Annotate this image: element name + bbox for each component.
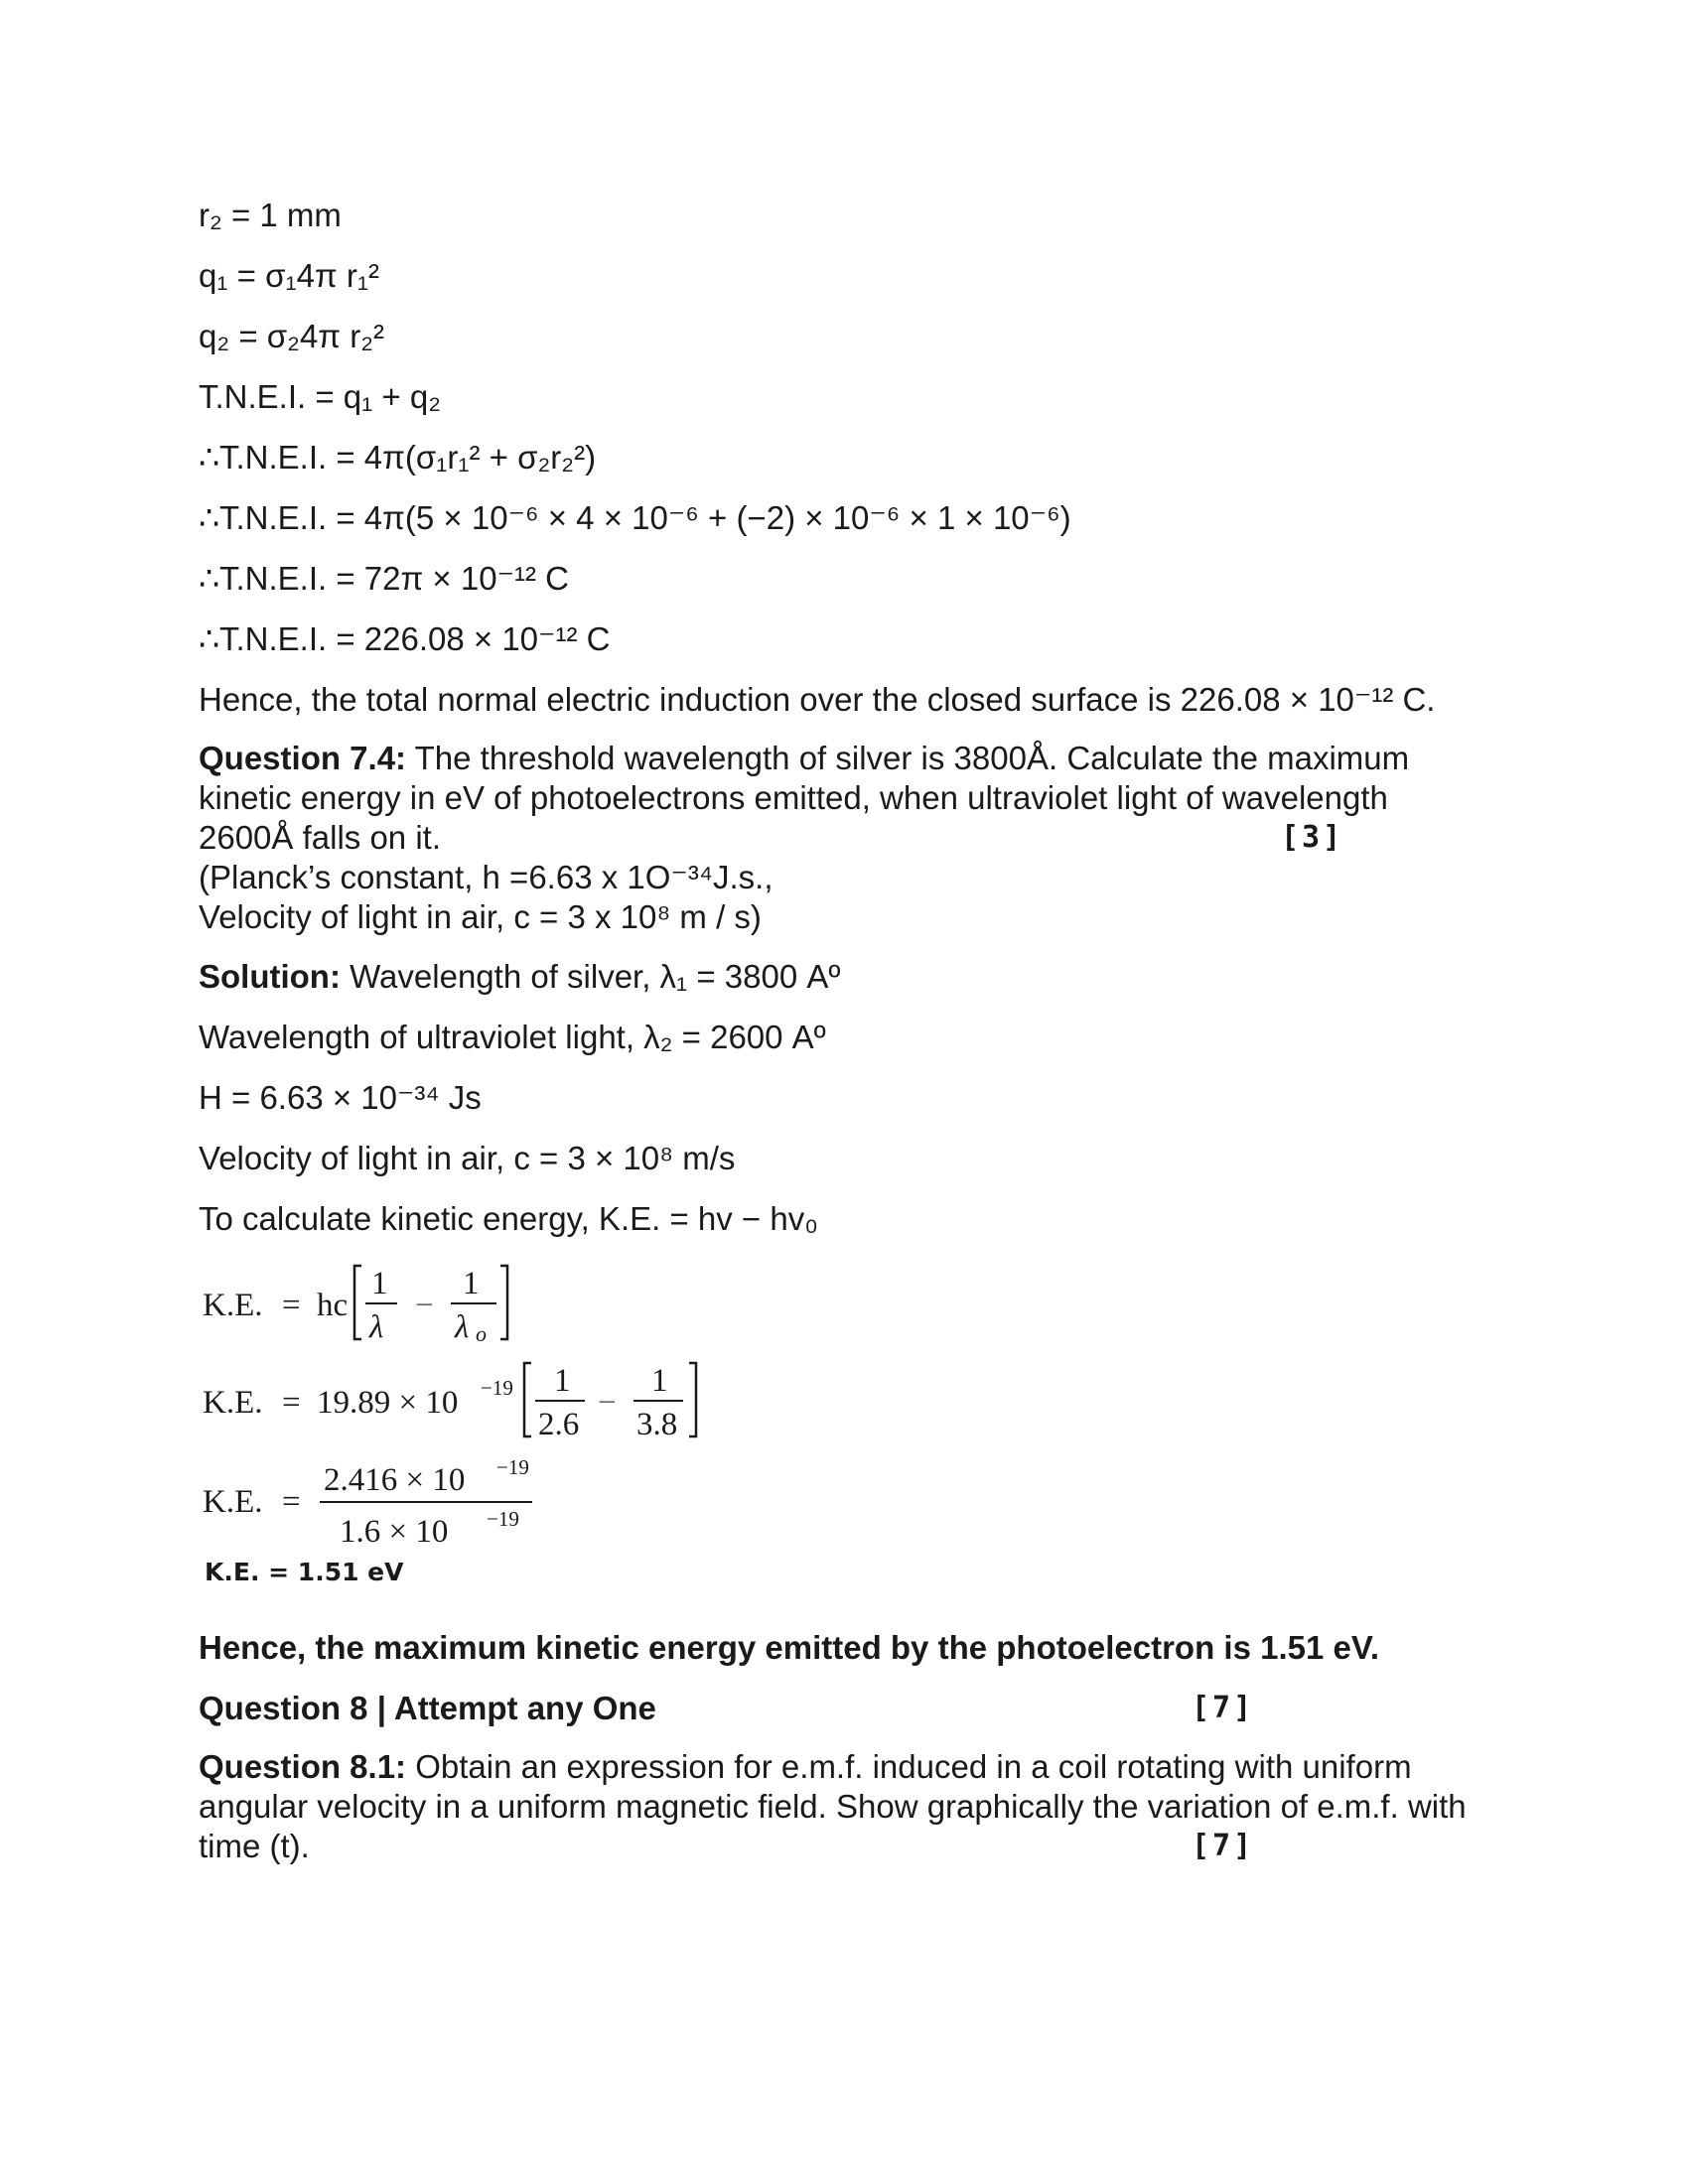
question-8-marks: [7] — [1192, 1691, 1255, 1725]
right-bracket — [500, 1266, 507, 1339]
left-bracket — [524, 1363, 531, 1436]
formula-equals: = — [282, 1288, 301, 1323]
formula-numerator: 2.416 × 10 — [324, 1462, 466, 1498]
solution-line-4: Velocity of light in air, c = 3 × 10⁸ m/s — [199, 1140, 736, 1176]
formula-equals: = — [282, 1385, 301, 1421]
question-8-1-text-1: Obtain an expression for e.m.f. induced in a coil rotating with uniform — [406, 1748, 1412, 1785]
conclusion-ke-text: Hence, the maximum kinetic energy emitted by the photoelectron is 1.51 eV. — [199, 1629, 1379, 1666]
formula-coefficient: 19.89 × 10 — [317, 1385, 459, 1421]
formula-ke-label: K.E. — [203, 1385, 263, 1421]
question-7-4-text-4: (Planck’s constant, h =6.63 x 1O⁻³⁴J.s., — [199, 859, 774, 895]
question-7-4-text-3: 2600Å falls on it. — [199, 819, 441, 856]
numerator-one: 1 — [651, 1363, 668, 1399]
question-8-header — [199, 1687, 1509, 1730]
question-7-4-text-2: kinetic energy in eV of photoelectrons emitted, when ultraviolet light of wavelength — [199, 779, 1388, 816]
equation-tnei-1: T.N.E.I. = q₁ + q₂ — [199, 378, 442, 415]
formula-denominator-exponent: −19 — [487, 1507, 519, 1531]
question-8-label: Question 8 | Attempt any One — [199, 1690, 656, 1726]
question-8-1-label: Question 8.1: — [199, 1748, 407, 1785]
question-7-4-text-1: The threshold wavelength of silver is 3800Å. Calculate the maximum — [406, 740, 1410, 776]
question-8-1-text-3: time (t). — [199, 1828, 310, 1864]
denominator-lambda: λ — [369, 1309, 384, 1345]
formula-ke-substituted — [203, 1355, 1509, 1446]
numerator-one: 1 — [371, 1266, 388, 1301]
equation-r2: r₂ = 1 mm — [199, 197, 342, 233]
equation-q1: q₁ = σ₁4π r₁² — [199, 257, 379, 294]
formula-numerator-exponent: −19 — [496, 1455, 529, 1479]
equation-tnei-5: ∴T.N.E.I. = 226.08 × 10⁻¹² C — [199, 620, 611, 657]
solution-text-1: Wavelength of silver, λ₁ = 3800 Aº — [340, 958, 841, 995]
question-7-4 — [199, 739, 1509, 937]
denominator-3-8: 3.8 — [636, 1407, 678, 1442]
formula-ke-result: K.E. = 1.51 eV — [205, 1558, 404, 1586]
denominator-2-6: 2.6 — [538, 1407, 580, 1442]
left-bracket — [354, 1266, 361, 1339]
numerator-one: 1 — [554, 1363, 571, 1399]
document-page — [199, 194, 1509, 1884]
question-8-1 — [199, 1747, 1509, 1866]
conclusion-ke — [199, 1626, 1509, 1670]
numerator-one: 1 — [463, 1266, 480, 1301]
formula-exponent: −19 — [481, 1376, 513, 1400]
question-8-1-marks: [7] — [1192, 1829, 1255, 1863]
question-7-4-text-5: Velocity of light in air, c = 3 x 10⁸ m / s) — [199, 898, 762, 935]
subscript-o: o — [476, 1321, 487, 1346]
solution-line-1 — [199, 955, 1509, 999]
solution-line-2: Wavelength of ultraviolet light, λ₂ = 2600 Aº — [199, 1019, 826, 1055]
question-8-1-text-2: angular velocity in a uniform magnetic field. Show graphically the variation of e.m.f. with — [199, 1788, 1467, 1825]
question-7-4-label: Question 7.4: — [199, 740, 407, 776]
question-7-4-marks: [3] — [1281, 820, 1344, 855]
formula-equals: = — [282, 1484, 301, 1520]
solution-label: Solution: — [199, 958, 341, 995]
formula-minus: − — [415, 1288, 434, 1323]
equation-q2: q₂ = σ₂4π r₂² — [199, 318, 385, 354]
formula-ke-label: K.E. — [203, 1288, 263, 1323]
formula-hc: hc — [317, 1288, 349, 1323]
conclusion-tnei: Hence, the total normal electric induction over the closed surface is 226.08 × 10⁻¹² C. — [199, 681, 1436, 718]
formula-denominator: 1.6 × 10 — [340, 1514, 449, 1550]
formula-ke-label: K.E. — [203, 1484, 263, 1520]
denominator-lambda-o: λ — [455, 1309, 470, 1345]
equation-tnei-4: ∴T.N.E.I. = 72π × 10⁻¹² C — [199, 560, 569, 597]
solution-line-3: H = 6.63 × 10⁻³⁴ Js — [199, 1079, 482, 1116]
right-bracket — [689, 1363, 696, 1436]
formula-ke-general — [203, 1258, 1509, 1349]
equation-tnei-2: ∴T.N.E.I. = 4π(σ₁r₁² + σ₂r₂²) — [199, 439, 597, 476]
formula-ke-fraction — [203, 1452, 1509, 1552]
equation-tnei-3: ∴T.N.E.I. = 4π(5 × 10⁻⁶ × 4 × 10⁻⁶ + (−2) × 10⁻⁶ × 1 × 10⁻⁶) — [199, 499, 1071, 536]
solution-line-5: To calculate kinetic energy, K.E. = hv − hv₀ — [199, 1200, 818, 1237]
formula-minus: − — [598, 1385, 617, 1421]
